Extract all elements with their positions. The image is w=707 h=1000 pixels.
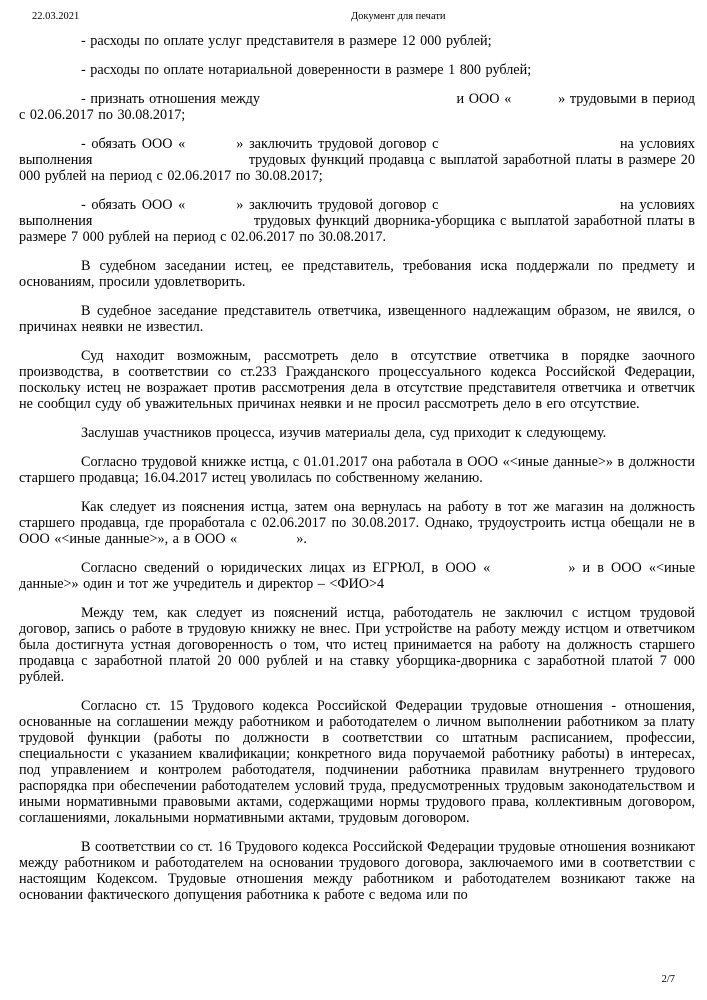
paragraph-expenses-notary: - расходы по оплате нотариальной доверенности в размере 1 800 рублей;: [81, 62, 532, 78]
paragraph-labor-code-art15: Согласно ст. 15 Трудового кодекса Российской Федерации трудовые отношения - отношения, основанные на соглашении между работником и работодателем о личном выполнении работником за плату трудовой функции (работы по должности в соответствии со штатным расписанием, профессии, специальности с указанием квалификации; конкретного вида поручаемой работнику работы) в интересах, под управлением и контролем работодателя, подчинении работника правилам внутреннего трудового распорядка при обеспечении работодателем условий труда, предусмотренных трудовым законодательством и иными нормативными правовыми актами, содержащими нормы трудового права, коллективным договором, соглашениями, локальными нормативными актами, трудовым договором.: [19, 698, 695, 826]
paragraph-labor-code-art16: В соответствии со ст. 16 Трудового кодекса Российской Федерации трудовые отношения возникают между работником и работодателем на основании трудового договора, заключаемого ими в соответствии с настоящим Кодексом. Трудовые отношения между работником и работодателем возникают также на основании фактического допущения работника к работе с ведома или по: [19, 839, 695, 903]
paragraph-oblige-contract-seller: - обязать ООО « » заключить трудовой договор с на условиях выполнения трудовых функций продавца с выплатой заработной платы в размере 20 000 рублей на период с 02.06.2017 по 30.08.2017;: [19, 136, 695, 184]
paragraph-recognize-relations: - признать отношения между и ООО « » трудовыми в период с 02.06.2017 по 30.08.2017;: [19, 91, 695, 123]
paragraph-expenses-representative: - расходы по оплате услуг представителя в размере 12 000 рублей;: [81, 33, 492, 49]
paragraph-oblige-contract-janitor: - обязать ООО « » заключить трудовой договор с на условиях выполнения трудовых функций дворника-уборщика с выплатой заработной платы в размере 7 000 рублей на период с 02.06.2017 по 30.08.2017.: [19, 197, 695, 245]
paragraph-court-conclusion-intro: Заслушав участников процесса, изучив материалы дела, суд приходит к следующему.: [81, 425, 607, 441]
print-date: 22.03.2021: [32, 11, 80, 22]
print-header: [0, 11, 707, 25]
paragraph-hearing-plaintiff: В судебном заседании истец, ее представитель, требования иска поддержали по предмету и основаниям, просили удовлетворить.: [19, 258, 695, 290]
document-body: [19, 33, 695, 916]
paragraph-work-record-book: Согласно трудовой книжке истца, с 01.01.2017 она работала в ООО «<иные данные>» в должности старшего продавца; 16.04.2017 истец уволилась по собственному желанию.: [19, 454, 695, 486]
page-number: 2/7: [661, 974, 675, 985]
paragraph-plaintiff-explanation-return: Как следует из пояснения истца, затем она вернулась на работу в тот же магазин на должность старшего продавца, где проработала с 02.06.2017 по 30.08.2017. Однако, трудоустроить истца обещали не в ООО «<иные данные>», а в ООО « ».: [19, 499, 695, 547]
document-title: Документ для печати: [351, 11, 446, 22]
paragraph-oral-agreement: Между тем, как следует из пояснений истца, работодатель не заключил с истцом трудовой договор, запись о работе в трудовую книжку не внес. При устройстве на работу между истцом и ответчиком была достигнута устная договоренность о том, что истец принимается на работу на должность старшего продавца с заработной платой 20 000 рублей и на ставку уборщика-дворника с заработной платой 7 000 рублей.: [19, 605, 695, 685]
paragraph-hearing-defendant-absent: В судебное заседание представитель ответчика, извещенного надлежащим образом, не явился, о причинах неявки не известил.: [19, 303, 695, 335]
paragraph-egrul-info: Согласно сведений о юридических лицах из ЕГРЮЛ, в ООО « » и в ООО «<иные данные>» один и тот же учредитель и директор – <ФИО>4: [19, 560, 695, 592]
paragraph-court-default-judgment: Суд находит возможным, рассмотреть дело в отсутствие ответчика в порядке заочного производства, в соответствии со ст.233 Гражданского процессуального кодекса Российской Федерации, поскольку истец не возражает против рассмотрения дела в отсутствие представителя ответчика и ответчик не сообщил суду об уважительных причинах неявки и не просил рассмотреть дело в его отсутствие.: [19, 348, 695, 412]
